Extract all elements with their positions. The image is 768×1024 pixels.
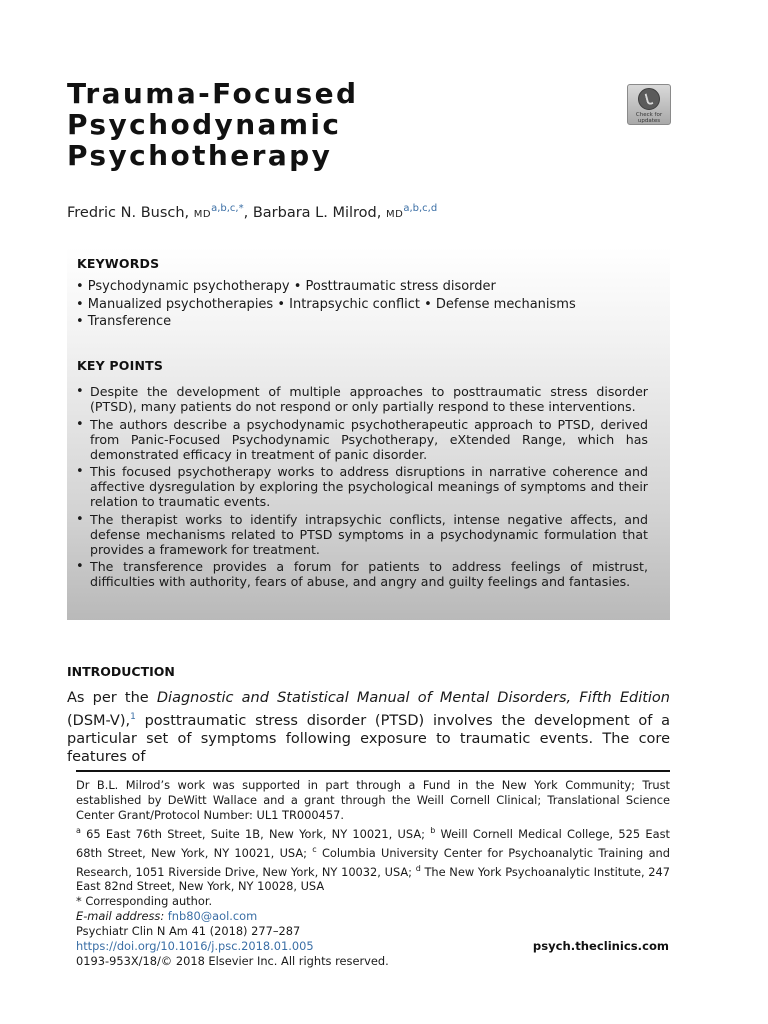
title-line-1: Trauma-Focused xyxy=(67,77,359,110)
dsm-title: Diagnostic and Statistical Manual of Mental Disorders, Fifth Edition xyxy=(156,690,670,706)
author-affiliation-marks[interactable]: a,b,c,* xyxy=(211,203,244,214)
key-point-item: • The authors describe a psychodynamic psychotherapeutic approach to PTSD, derived from Panic-Focused Psychodynamic Psychotherapy, eXtended Range, which has demonstrated efficacy in treatment of panic disorder. xyxy=(76,417,648,462)
copyright-line: 0193-953X/18/© 2018 Elsevier Inc. All rights reserved. xyxy=(76,954,389,968)
key-point-item: • The transference provides a forum for patients to address feelings of mistrust, difficulties with authority, fears of abuse, and angry and guilty feelings and fantasies. xyxy=(76,559,648,589)
keywords-heading: KEYWORDS xyxy=(77,256,160,271)
email-link[interactable]: fnb80@aol.com xyxy=(167,909,258,924)
author-degree: MD xyxy=(385,208,404,220)
doi-link[interactable]: https://doi.org/10.1016/j.psc.2018.01.005 xyxy=(76,939,314,953)
introduction-paragraph: As per the Diagnostic and Statistical Manual of Mental Disorders, Fifth Edition (DSM-V),$^1$ posttraumatic stress disorder (PTSD) involves the development of a particular set of symptoms following exposure to traumatic events. The core features of xyxy=(67,690,670,766)
author-affiliation-marks[interactable]: a,b,c,d xyxy=(403,203,438,214)
author-name: Fredric N. Busch, xyxy=(67,204,190,221)
title-line-2: Psychodynamic xyxy=(67,108,342,141)
email-line xyxy=(76,909,670,924)
check-icon xyxy=(638,88,660,110)
key-points-list xyxy=(76,384,648,592)
reference-link[interactable]: 1 xyxy=(130,711,136,722)
keywords-keypoints-box xyxy=(67,247,670,620)
citation-block xyxy=(76,924,389,969)
author-line: Fredric N. Busch, $MD^{a,b,c,*}$, Barbara L. Milrod, MD$^{a,b,c,d}$ xyxy=(67,203,438,221)
keywords-list xyxy=(76,278,576,331)
keywords-line: • Psychodynamic psychotherapy • Posttraumatic stress disorder xyxy=(76,279,496,294)
introduction-heading: INTRODUCTION xyxy=(67,664,175,679)
funding-note: Dr B.L. Milrod’s work was supported in part through a Fund in the New York Community; Trust established by DeWitt Wallace and a grant through the Weill Cornell Clinical; Translational Science Center Grant/Protocol Number: UL1 TR000457. xyxy=(76,778,670,822)
author-name: Barbara L. Milrod, xyxy=(252,204,382,221)
article-title xyxy=(67,78,487,171)
corresponding-author: * Corresponding author. xyxy=(76,894,213,909)
footnotes xyxy=(76,778,670,924)
title-line-3: Psychotherapy xyxy=(67,139,333,172)
author-degree: MD xyxy=(193,208,212,220)
key-point-item: • This focused psychotherapy works to address disruptions in narrative coherence and affective dysregulation by exploring the psychological meanings of symptoms and their relation to traumatic events. xyxy=(76,464,648,509)
key-points-heading: KEY POINTS xyxy=(77,358,164,373)
key-point-item: • The therapist works to identify intrapsychic conflicts, intense negative affects, and defense mechanisms related to PTSD symptoms in a psychodynamic formulation that provides a framework for treatment. xyxy=(76,512,648,557)
affiliations-note: $^a$ 65 East 76th Street, Suite 1B, New York, NY 10021, USA; $^b$ Weill Cornell Medical College, 525 East 68th Street, New York, NY 10021, USA; $^c$ Columbia University Center for Psychoanalytic Training and Research, 1051 Riverside Drive, New York, NY 10032, USA; $^d$ The New York Psychoanalytic Institute, 247 East 82nd Street, New York, NY 10028, USA xyxy=(76,826,671,894)
keywords-line: • Manualized psychotherapies • Intrapsychic conflict • Defense mechanisms xyxy=(76,296,576,312)
journal-citation: Psychiatr Clin N Am 41 (2018) 277–287 xyxy=(76,924,301,938)
badge-label: Check for updates xyxy=(635,112,663,124)
key-point-item: • Despite the development of multiple approaches to posttraumatic stress disorder (PTSD), many patients do not respond or only partially respond to these interventions. xyxy=(76,384,648,414)
email-label: E-mail address: xyxy=(76,909,165,924)
keywords-line: • Transference xyxy=(76,314,172,329)
footnote-divider xyxy=(76,770,670,772)
check-for-updates-badge[interactable] xyxy=(627,84,671,125)
site-link[interactable]: psych.theclinics.com xyxy=(532,939,669,953)
